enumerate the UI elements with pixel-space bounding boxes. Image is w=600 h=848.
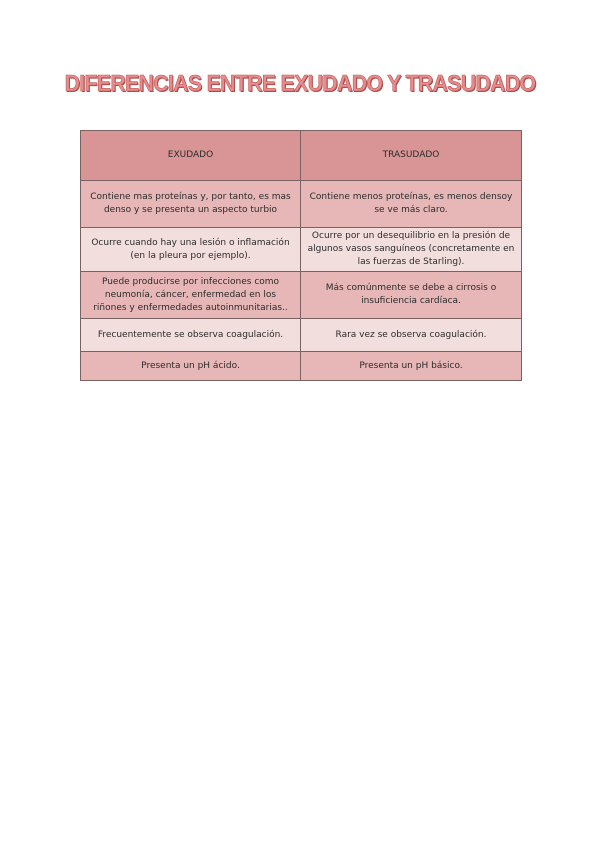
table-cell-trasudado: Más comúnmente se debe a cirrosis o insuficiencia cardíaca. [301, 272, 522, 319]
table-cell-trasudado: Rara vez se observa coagulación. [301, 319, 522, 352]
table-cell-exudado: Frecuentemente se observa coagulación. [81, 319, 301, 352]
page-title: DIFERENCIAS ENTRE EXUDADO Y TRASUDADO [64, 70, 536, 96]
table-cell-exudado: Presenta un pH ácido. [81, 352, 301, 381]
table-cell-trasudado: Contiene menos proteínas, es menos densoy se ve más claro. [301, 181, 522, 228]
header-exudado: EXUDADO [81, 131, 301, 181]
table-row [81, 228, 522, 272]
header-trasudado: TRASUDADO [301, 131, 522, 181]
table-cell-exudado: Ocurre cuando hay una lesión o inflamación (en la pleura por ejemplo). [81, 228, 301, 272]
table-row [81, 272, 522, 319]
table-cell-exudado: Contiene mas proteínas y, por tanto, es mas denso y se presenta un aspecto turbio [81, 181, 301, 228]
table-row [81, 181, 522, 228]
comparison-table [80, 130, 522, 381]
table-cell-trasudado: Ocurre por un desequilibrio en la presión de algunos vasos sanguíneos (concretamente en las fuerzas de Starling). [301, 228, 522, 272]
table-cell-exudado: Puede producirse por infecciones como neumonía, cáncer, enfermedad en los riñones y enfermedades autoinmunitarias.. [81, 272, 301, 319]
table-cell-trasudado: Presenta un pH básico. [301, 352, 522, 381]
table-header-row [81, 131, 522, 181]
table-row [81, 319, 522, 352]
table-row [81, 352, 522, 381]
